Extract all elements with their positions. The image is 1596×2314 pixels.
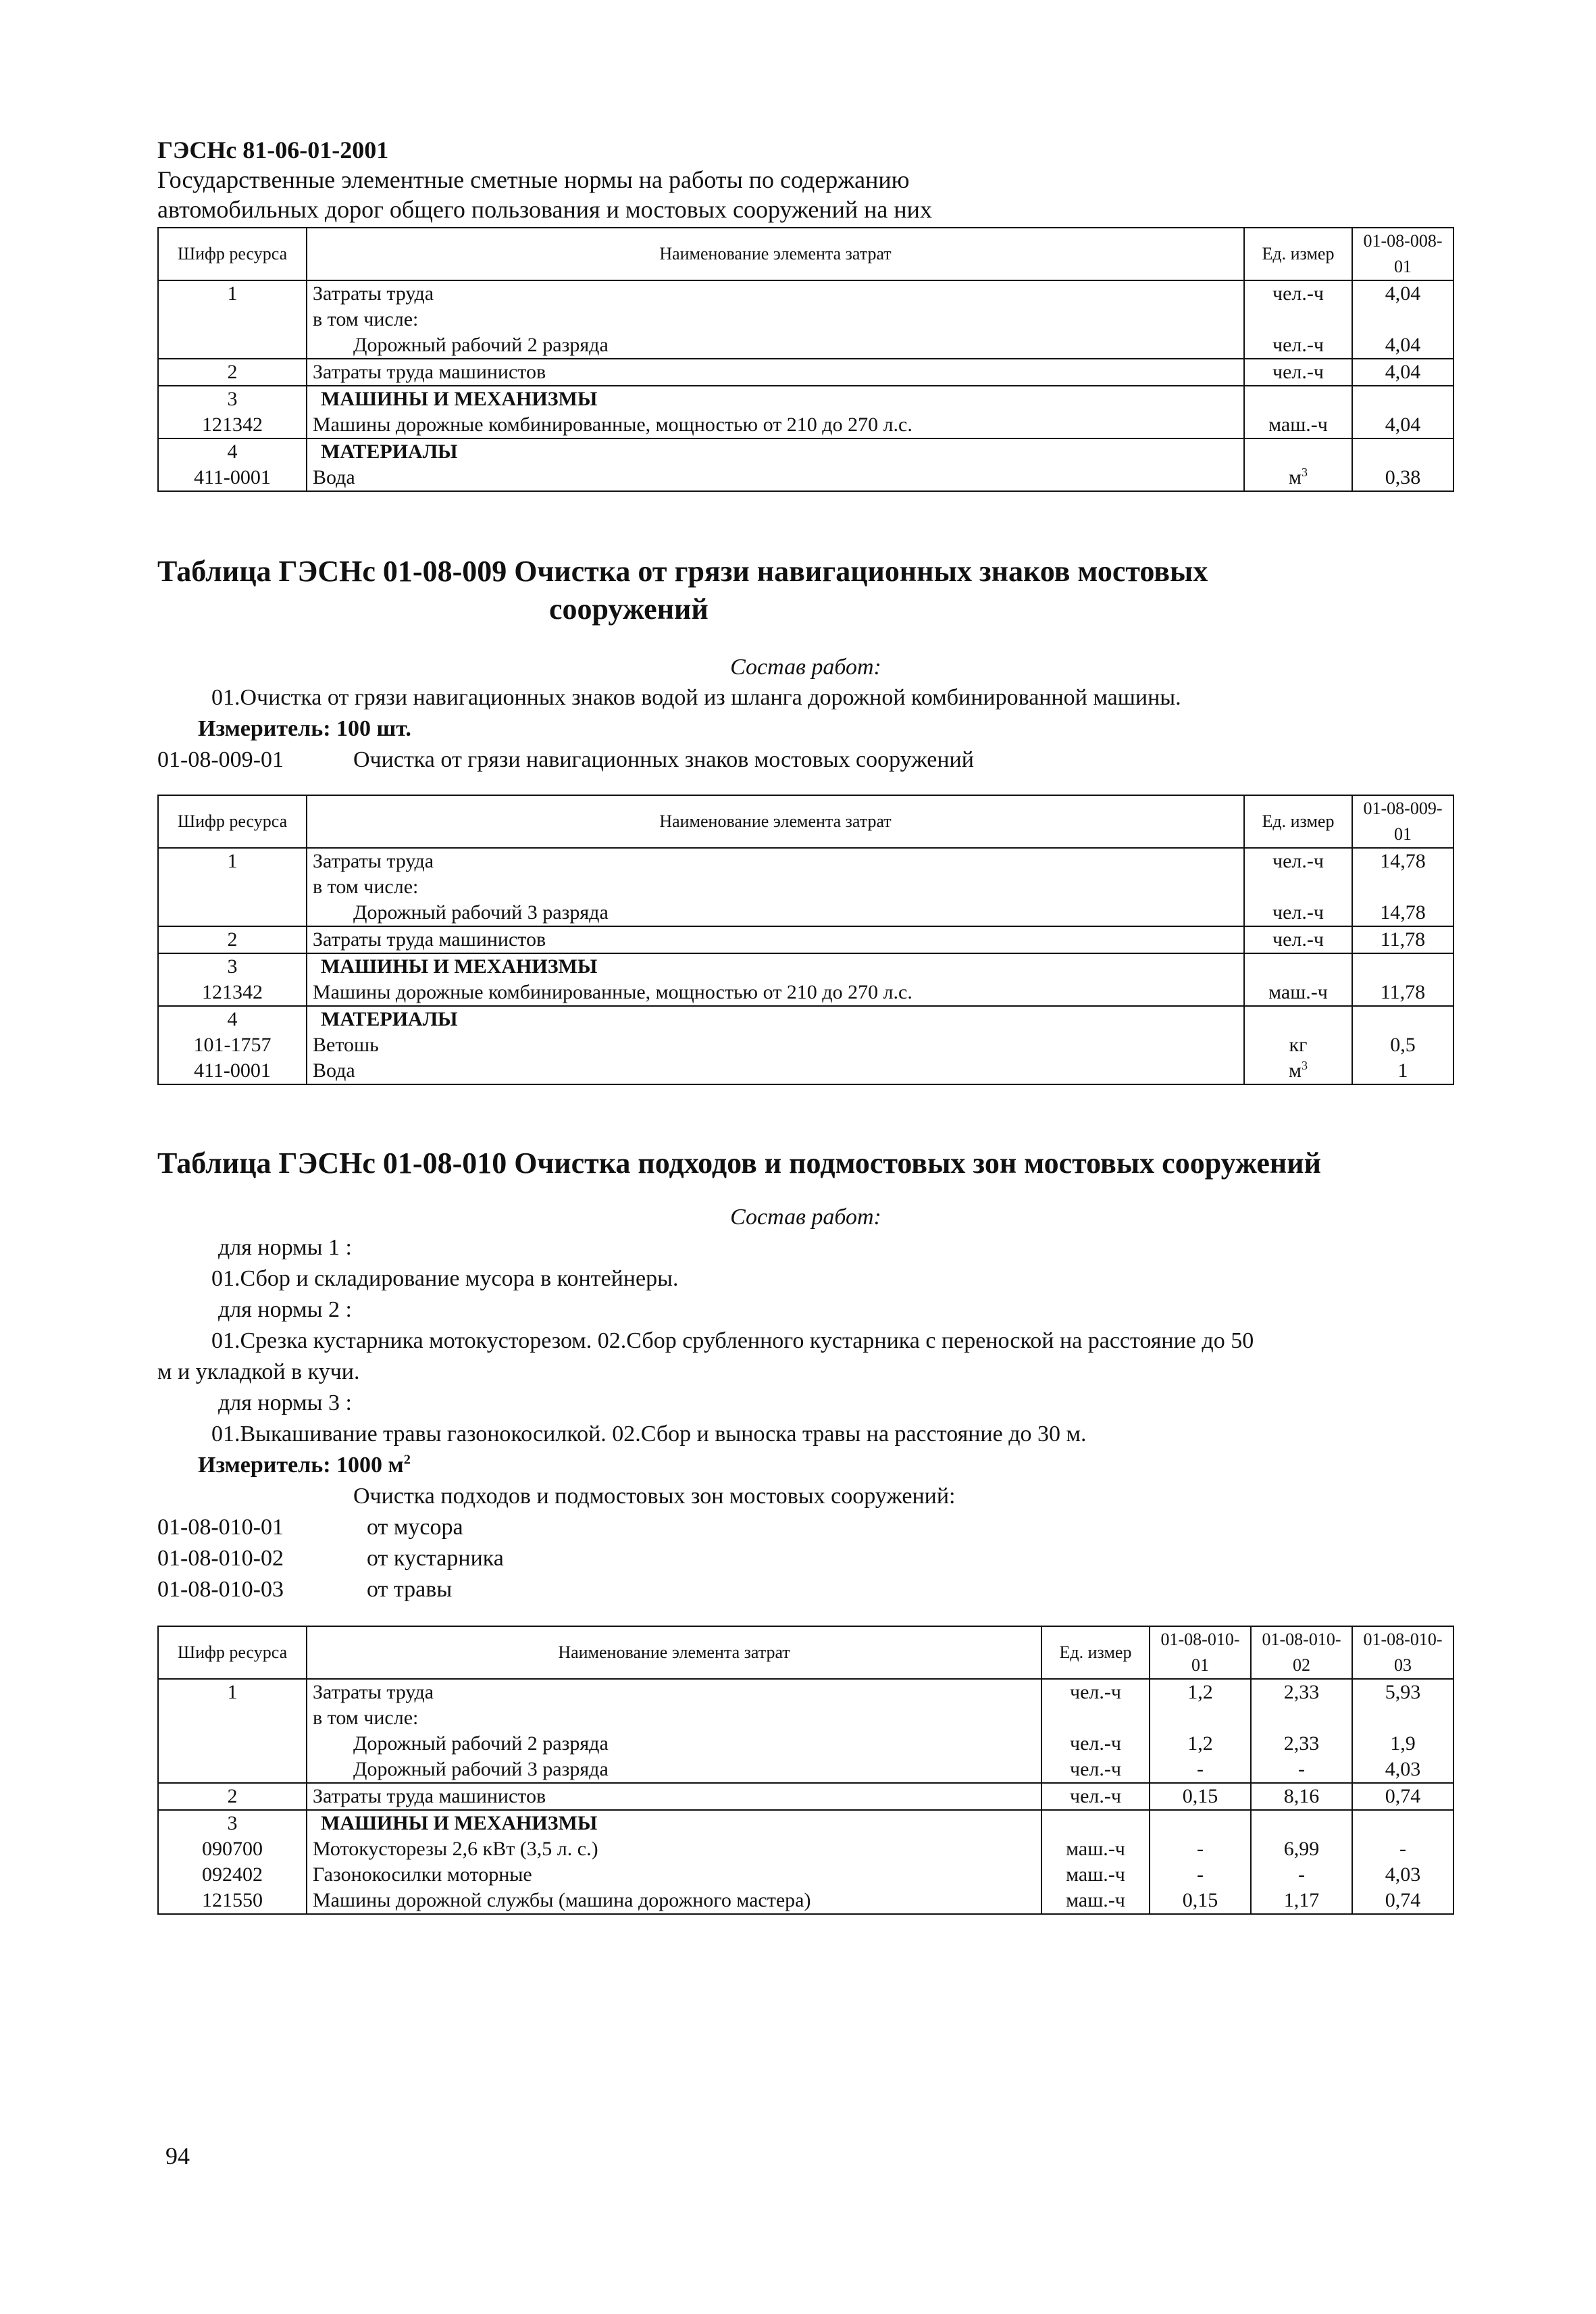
resource-subitem: Дорожный рабочий 3 разряда	[353, 1758, 609, 1780]
unit-text: маш.-ч	[1066, 1889, 1125, 1911]
value-text: 0,38	[1385, 466, 1421, 488]
resource-unit: кг $м^3$	[1244, 1006, 1352, 1084]
resource-name	[307, 386, 1244, 438]
value-text: -	[1399, 1838, 1406, 1860]
section-heading: МАШИНЫ И МЕХАНИЗМЫ	[321, 955, 598, 978]
measure-label: Измеритель:	[198, 716, 331, 741]
table-title-009-cont: сооружений	[549, 593, 709, 626]
resource-code	[158, 1006, 307, 1084]
cost-table-008	[157, 227, 1454, 492]
resource-subheading: в том числе:	[313, 308, 419, 330]
value-text: 0,74	[1385, 1889, 1421, 1911]
value-text: -	[1197, 1838, 1204, 1860]
resource-name-text: Газонокосилки моторные	[313, 1863, 532, 1886]
value-text: 2,33	[1283, 1732, 1320, 1755]
table-row	[158, 848, 1453, 926]
cost-table-010	[157, 1626, 1454, 1915]
resource-name: Затраты труда машинистов	[307, 926, 1244, 953]
resource-value	[1352, 386, 1453, 438]
resource-value	[1352, 848, 1453, 926]
resource-value-2	[1251, 1679, 1352, 1783]
resource-value	[1352, 280, 1453, 359]
resource-unit: $м^3$	[1244, 438, 1352, 491]
resource-code-text: 121342	[202, 413, 263, 436]
resource-name	[307, 1679, 1041, 1783]
unit-text: чел.-ч	[1070, 1758, 1121, 1780]
table-row	[158, 359, 1453, 386]
measure-value: 1000 $м^2$	[336, 1452, 411, 1478]
norm-description: от мусора	[367, 1515, 463, 1540]
resource-name	[307, 438, 1244, 491]
col-header-norm: 01-08-008-01	[1352, 228, 1453, 280]
value-text: -	[1298, 1863, 1305, 1886]
col-header-code: Шифр ресурса	[158, 1626, 307, 1679]
section-heading: МАШИНЫ И МЕХАНИЗМЫ	[321, 1812, 598, 1834]
value-text: 1,9	[1390, 1732, 1416, 1755]
table-row	[158, 438, 1453, 491]
resource-code	[158, 438, 307, 491]
section-number: 3	[227, 388, 238, 410]
resource-subitem: Дорожный рабочий 2 разряда	[353, 1732, 609, 1755]
value-text: 4,04	[1385, 282, 1421, 305]
resource-value: 4,04	[1352, 359, 1453, 386]
resource-name-text: Затраты труда	[313, 850, 434, 872]
col-header-code: Шифр ресурса	[158, 795, 307, 848]
resource-code: 2	[158, 359, 307, 386]
value-text: 4,04	[1385, 413, 1421, 436]
header-line-2: автомобильных дорог общего пользования и мостовых сооружений на них	[157, 196, 932, 223]
measure-value: 100 шт.	[336, 716, 411, 741]
work-item: 01.Выкашивание травы газонокосилкой. 02.Сбор и выноска травы на расстояние до 30 м.	[211, 1422, 1087, 1447]
value-text: 1	[1397, 1059, 1408, 1082]
document-page	[157, 135, 1454, 1915]
unit-text: маш.-ч	[1268, 981, 1328, 1003]
resource-name-text: Машины дорожные комбинированные, мощностью от 210 до 270 л.с.	[313, 413, 912, 436]
norm-code-line	[157, 1574, 1454, 1605]
resource-code	[158, 1810, 307, 1914]
col-header-norm-1: 01-08-010-01	[1150, 1626, 1251, 1679]
table-title-009: Таблица ГЭСНс 01-08-009 Очистка от грязи навигационных знаков мостовых	[157, 555, 1208, 588]
resource-value-1	[1150, 1810, 1251, 1914]
section-number: 3	[227, 955, 238, 978]
unit-text: чел.-ч	[1070, 1732, 1121, 1755]
page-number: 94	[165, 2142, 190, 2169]
value-text: -	[1197, 1758, 1204, 1780]
work-item: 01.Срезка кустарника мотокусторезом. 02.Сбор срубленного кустарника с переноской на расстояние до 50	[211, 1328, 1254, 1353]
unit-text: маш.-ч	[1066, 1863, 1125, 1886]
value-text: 6,99	[1283, 1838, 1320, 1860]
norm-description: от кустарника	[367, 1546, 504, 1571]
unit-text: чел.-ч	[1272, 850, 1324, 872]
resource-code-text: 121550	[202, 1889, 263, 1911]
col-header-name: Наименование элемента затрат	[307, 795, 1244, 848]
value-text: 0,5	[1390, 1034, 1416, 1056]
resource-code: 2	[158, 1783, 307, 1810]
col-header-code: Шифр ресурса	[158, 228, 307, 280]
table-header-row	[158, 795, 1453, 848]
resource-subheading: в том числе:	[313, 876, 419, 898]
norm-description: от травы	[367, 1577, 453, 1602]
cost-table-009	[157, 795, 1454, 1085]
resource-code-text: 411-0001	[194, 1059, 271, 1082]
norm-code-line	[157, 745, 1454, 776]
section-heading: МАТЕРИАЛЫ	[321, 441, 458, 463]
resource-value	[1352, 438, 1453, 491]
resource-name	[307, 1810, 1041, 1914]
resource-name	[307, 280, 1244, 359]
resource-value-3: 0,74	[1352, 1783, 1453, 1810]
resource-value-3	[1352, 1679, 1453, 1783]
value-text: 5,93	[1385, 1681, 1421, 1703]
resource-value	[1352, 1006, 1453, 1084]
resource-unit	[1244, 953, 1352, 1006]
resource-name-text: Вода	[313, 1059, 355, 1082]
section-heading: МАТЕРИАЛЫ	[321, 1008, 458, 1030]
resource-code-text: 090700	[202, 1838, 263, 1860]
resource-name-text: Мотокусторезы 2,6 кВт (3,5 л. с.)	[313, 1838, 598, 1860]
resource-unit	[1244, 386, 1352, 438]
resource-unit	[1244, 280, 1352, 359]
norm-code: 01-08-010-02	[157, 1546, 284, 1571]
value-text: 4,03	[1385, 1758, 1421, 1780]
table-row	[158, 1783, 1453, 1810]
header-line-1: Государственные элементные сметные нормы на работы по содержанию	[157, 166, 910, 193]
norm-code: 01-08-010-01	[157, 1515, 284, 1540]
resource-code: 1	[158, 848, 307, 926]
resource-code-text: 411-0001	[194, 466, 271, 488]
unit-text: м	[1289, 466, 1302, 488]
col-header-name: Наименование элемента затрат	[307, 1626, 1041, 1679]
resource-subitem: Дорожный рабочий 2 разряда	[353, 334, 609, 356]
resource-code-text: 101-1757	[193, 1034, 272, 1056]
resource-name-text: Вода	[313, 466, 355, 488]
resource-code: 1	[158, 280, 307, 359]
resource-name: Затраты труда машинистов	[307, 1783, 1041, 1810]
work-composition-label: Состав работ:	[730, 655, 881, 680]
norm-code: 01-08-010-03	[157, 1577, 284, 1602]
resource-name	[307, 1006, 1244, 1084]
value-text: 4,03	[1385, 1863, 1421, 1886]
col-header-norm-3: 01-08-010-03	[1352, 1626, 1453, 1679]
norm-label: для нормы 3 :	[218, 1390, 352, 1415]
unit-text: чел.-ч	[1272, 901, 1324, 924]
table-row	[158, 1006, 1453, 1084]
value-text: 2,33	[1283, 1681, 1320, 1703]
norm-description: Очистка от грязи навигационных знаков мостовых сооружений	[353, 747, 974, 772]
norm-code-line	[157, 1512, 1454, 1543]
resource-value-2	[1251, 1810, 1352, 1914]
work-item: 01.Сбор и складирование мусора в контейнеры.	[211, 1266, 679, 1291]
resource-unit: чел.-ч	[1244, 926, 1352, 953]
resource-name-text: Машины дорожные комбинированные, мощностью от 210 до 270 л.с.	[313, 981, 912, 1003]
col-header-norm-2: 01-08-010-02	[1251, 1626, 1352, 1679]
resource-value-1	[1150, 1679, 1251, 1783]
resource-code-text: 121342	[202, 981, 263, 1003]
section-number: 4	[227, 441, 238, 463]
resource-value: 11,78	[1352, 926, 1453, 953]
value-text: -	[1197, 1863, 1204, 1886]
unit-text: чел.-ч	[1272, 334, 1324, 356]
norm-group-description: Очистка подходов и подмостовых зон мостовых сооружений:	[353, 1484, 956, 1509]
section-heading: МАШИНЫ И МЕХАНИЗМЫ	[321, 388, 598, 410]
resource-name-text: Затраты труда	[313, 1681, 434, 1703]
resource-unit	[1041, 1679, 1150, 1783]
col-header-unit: Ед. измер	[1041, 1626, 1150, 1679]
unit-text: чел.-ч	[1272, 282, 1324, 305]
col-header-unit: Ед. измер	[1244, 228, 1352, 280]
value-text: 1,2	[1187, 1681, 1213, 1703]
table-row	[158, 1810, 1453, 1914]
col-header-norm: 01-08-009-01	[1352, 795, 1453, 848]
resource-name-text: Машины дорожной службы (машина дорожного мастера)	[313, 1889, 811, 1911]
resource-code	[158, 953, 307, 1006]
resource-unit: чел.-ч	[1041, 1783, 1150, 1810]
value-text: 14,78	[1380, 850, 1426, 872]
value-text: 1,2	[1187, 1732, 1213, 1755]
resource-name	[307, 848, 1244, 926]
table-title-010: Таблица ГЭСНс 01-08-010 Очистка подходов и подмостовых зон мостовых сооружений	[157, 1147, 1321, 1180]
table-header-row	[158, 228, 1453, 280]
table-row	[158, 280, 1453, 359]
section-number: 3	[227, 1812, 238, 1834]
resource-unit	[1041, 1810, 1150, 1914]
resource-name	[307, 953, 1244, 1006]
table-row	[158, 386, 1453, 438]
col-header-unit: Ед. измер	[1244, 795, 1352, 848]
resource-unit: чел.-ч	[1244, 359, 1352, 386]
resource-value-2: 8,16	[1251, 1783, 1352, 1810]
table-row	[158, 953, 1453, 1006]
norm-code: 01-08-009-01	[157, 747, 284, 772]
measure-value-text: 1000 м	[336, 1453, 404, 1478]
resource-value-3	[1352, 1810, 1453, 1914]
table-header-row	[158, 1626, 1453, 1679]
value-text: 1,17	[1283, 1889, 1320, 1911]
value-text: 4,04	[1385, 334, 1421, 356]
resource-value	[1352, 953, 1453, 1006]
unit-text: маш.-ч	[1268, 413, 1328, 436]
measure-label: Измеритель:	[198, 1453, 331, 1478]
unit-text: чел.-ч	[1070, 1681, 1121, 1703]
value-text: 0,15	[1182, 1889, 1218, 1911]
work-item-cont: м и укладкой в кучи.	[157, 1359, 360, 1384]
resource-unit	[1244, 848, 1352, 926]
resource-code: 2	[158, 926, 307, 953]
section-number: 4	[227, 1008, 238, 1030]
document-code: ГЭСНс 81-06-01-2001	[157, 136, 389, 164]
resource-code	[158, 386, 307, 438]
unit-text: кг	[1289, 1034, 1308, 1056]
norm-code-line	[157, 1543, 1454, 1574]
work-item: 01.Очистка от грязи навигационных знаков водой из шланга дорожной комбинированной машины.	[211, 685, 1181, 710]
work-composition-label: Состав работ:	[730, 1205, 881, 1230]
norm-label: для нормы 2 :	[218, 1297, 352, 1322]
resource-code-text: 092402	[202, 1863, 263, 1886]
resource-subheading: в том числе:	[313, 1707, 419, 1729]
resource-name-text: Ветошь	[313, 1034, 379, 1056]
value-text: 11,78	[1380, 981, 1426, 1003]
resource-subitem: Дорожный рабочий 3 разряда	[353, 901, 609, 924]
unit-text: м	[1289, 1059, 1302, 1082]
unit-text: маш.-ч	[1066, 1838, 1125, 1860]
resource-code: 1	[158, 1679, 307, 1783]
resource-name-text: Затраты труда	[313, 282, 434, 305]
table-row	[158, 1679, 1453, 1783]
resource-value-1: 0,15	[1150, 1783, 1251, 1810]
table-row	[158, 926, 1453, 953]
resource-name: Затраты труда машинистов	[307, 359, 1244, 386]
col-header-name: Наименование элемента затрат	[307, 228, 1244, 280]
value-text: 14,78	[1380, 901, 1426, 924]
value-text: -	[1298, 1758, 1305, 1780]
norm-label: для нормы 1 :	[218, 1235, 352, 1260]
